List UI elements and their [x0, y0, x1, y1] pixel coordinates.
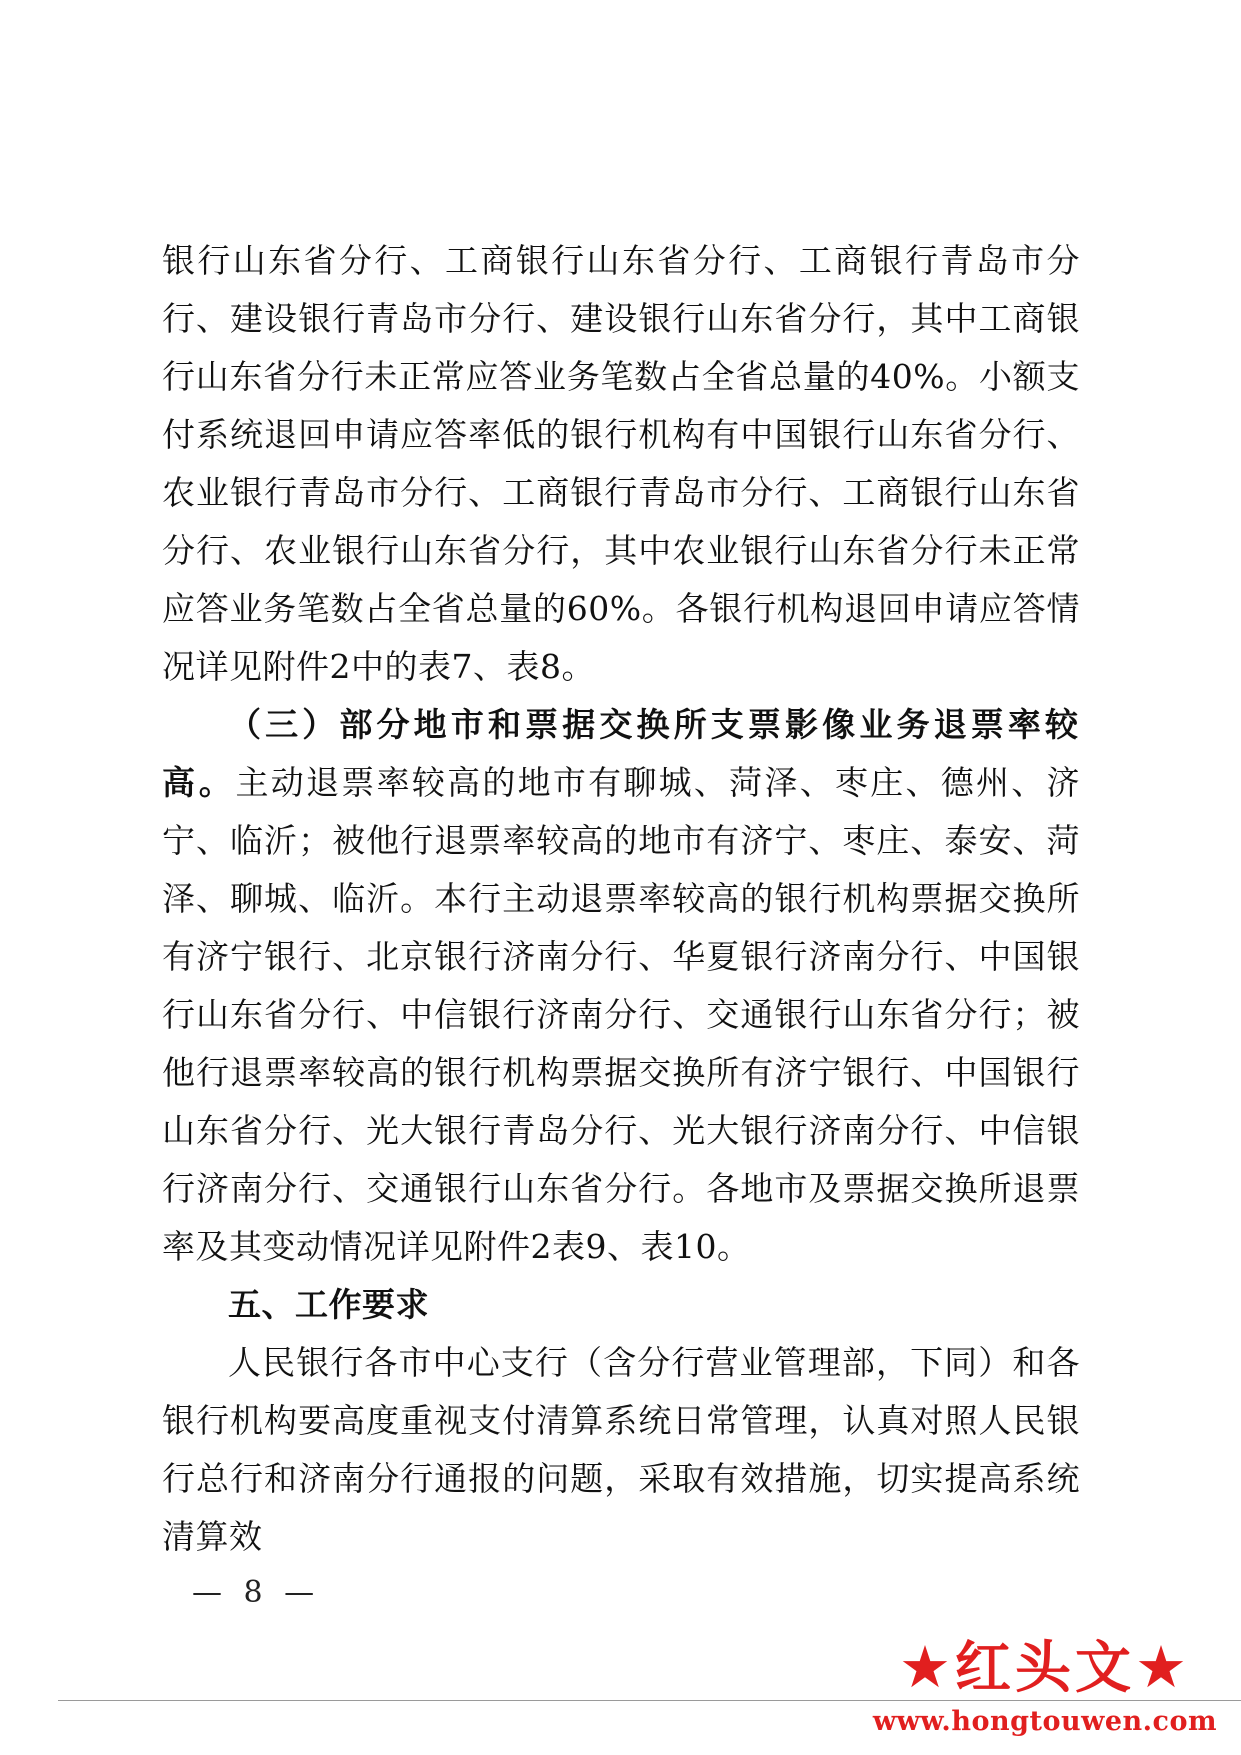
watermark-title	[860, 1632, 1230, 1704]
paragraph-2-lead: （三）部分地市和票据交换所支票影像业务退票率较高。	[162, 705, 1080, 802]
paragraph-3: 人民银行各市中心支行（含分行营业管理部，下同）和各银行机构要高度重视支付清算系统日常管理，认真对照人民银行总行和济南分行通报的问题，采取有效措施，切实提高系统清算效	[162, 1343, 1080, 1556]
document-body	[162, 232, 1080, 1566]
page-number: — 8 —	[192, 1575, 321, 1610]
watermark-logo	[860, 1632, 1230, 1752]
star-icon-left: ★	[899, 1633, 955, 1701]
star-icon-right: ★	[1135, 1633, 1191, 1701]
watermark-title-text: 红头文	[955, 1636, 1135, 1701]
watermark-url: www.hongtouwen.com	[872, 1706, 1218, 1737]
paragraph-1: 银行山东省分行、工商银行山东省分行、工商银行青岛市分行、建设银行青岛市分行、建设银行山东省分行，其中工商银行山东省分行未正常应答业务笔数占全省总量的40%。小额支付系统退回申请应答率低的银行机构有中国银行山东省分行、农业银行青岛市分行、工商银行青岛市分行、工商银行山东省分行、农业银行山东省分行，其中农业银行山东省分行未正常应答业务笔数占全省总量的60%。各银行机构退回申请应答情况详见附件2中的表7、表8。	[162, 241, 1080, 686]
paragraph-2-body: 主动退票率较高的地市有聊城、菏泽、枣庄、德州、济宁、临沂；被他行退票率较高的地市有济宁、枣庄、泰安、菏泽、聊城、临沂。本行主动退票率较高的银行机构票据交换所有济宁银行、北京银行济南分行、华夏银行济南分行、中国银行山东省分行、中信银行济南分行、交通银行山东省分行；被他行退票率较高的银行机构票据交换所有济宁银行、中国银行山东省分行、光大银行青岛分行、光大银行济南分行、中信银行济南分行、交通银行山东省分行。各地市及票据交换所退票率及其变动情况详见附件2表9、表10。	[162, 763, 1081, 1266]
section-heading: 五、工作要求	[228, 1285, 429, 1324]
paragraph-2	[162, 696, 1080, 1276]
